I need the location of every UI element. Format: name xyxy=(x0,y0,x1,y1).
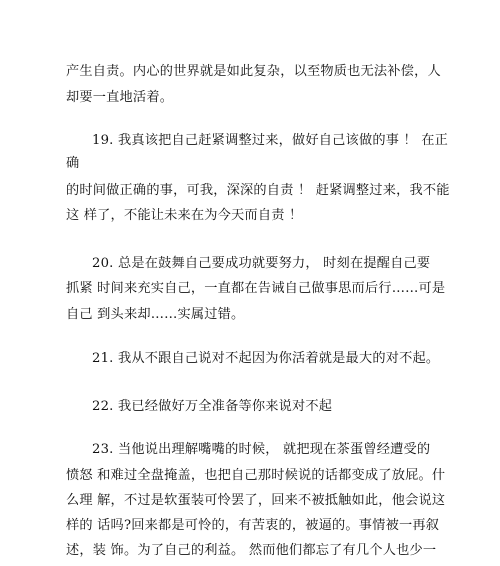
paragraph-23-line-5: 述，装 饰。为了自己的利益。 然而他们都忘了有几个人也少一 xyxy=(66,543,437,558)
paragraph-18-line-1: 产生自责。内心的世界就是如此复杂，以至物质也无法补偿，人 xyxy=(66,64,441,79)
paragraph-21: 21. 我从不跟自己说对不起因为你活着就是最大的对不起。 xyxy=(92,351,440,366)
paragraph-20-line-1: 20. 总是在鼓舞自己要成功就要努力， 时刻在提醒自己要 xyxy=(92,256,431,271)
paragraph-19-line-1: 19. 我真该把自己赶紧调整过来，做好自己该做的事 ！ 在正 xyxy=(92,133,449,148)
paragraph-20-line-2: 抓紧 时间来充实自己，一直都在告诫自己做事思而后行……可是 xyxy=(66,281,446,296)
paragraph-23-line-4: 样的 话吗?回来都是可怜的，有苦衷的，被逼的。事情被一再叙 xyxy=(66,518,440,533)
paragraph-23-line-3: 么理 解，不过是软蛋装可怜罢了，回来不被抵触如此，他会说这 xyxy=(66,493,446,508)
paragraph-19-line-3: 的时间做正确的事，可我，深深的自责 ！ 赶紧调整过来，我不能 xyxy=(66,183,450,198)
paragraph-23-line-2: 愤怒 和难过全盘掩盖，也把自己那时候说的话都变成了放屁。什 xyxy=(66,468,446,483)
paragraph-18-line-2: 却要一直地活着。 xyxy=(66,90,174,105)
paragraph-19-line-2: 确 xyxy=(66,156,80,171)
paragraph-20-line-3: 自己 到头来却……实属过错。 xyxy=(66,307,245,322)
paragraph-22: 22. 我已经做好万全准备等你来说对不起 xyxy=(92,399,333,414)
paragraph-23-line-1: 23. 当他说出理解嘴嘴的时候， 就把现在茶蛋曾经遭受的 xyxy=(92,442,431,457)
paragraph-19-line-4: 这 样了，不能让未来在为今天而自责 ！ xyxy=(66,208,303,223)
